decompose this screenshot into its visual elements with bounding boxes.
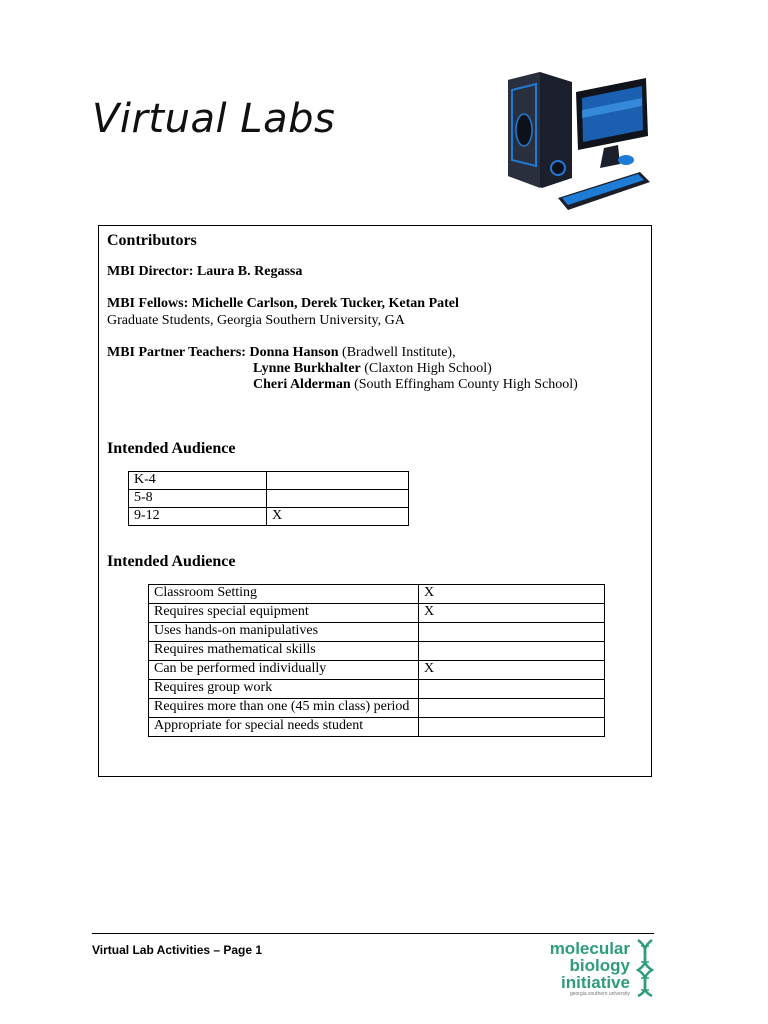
table-row	[149, 623, 605, 642]
mbi-logo	[520, 936, 660, 1000]
logo-subtitle: georgia southern university	[569, 991, 630, 997]
audience-mark	[267, 472, 409, 490]
setting-mark: X	[419, 585, 605, 604]
audience-heading: Intended Audience	[107, 440, 236, 457]
director-line: MBI Director: Laura B. Regassa	[107, 264, 303, 279]
fellows-affiliation: Graduate Students, Georgia Southern University, GA	[107, 313, 405, 328]
setting-label: Requires group work	[149, 680, 419, 699]
setting-mark	[419, 680, 605, 699]
table-row	[149, 604, 605, 623]
setting-mark	[419, 623, 605, 642]
table-row	[149, 680, 605, 699]
footer-page-label: Virtual Lab Activities – Page 1	[92, 943, 263, 957]
table-row	[149, 585, 605, 604]
setting-label: Uses hands-on manipulatives	[149, 623, 419, 642]
setting-table	[148, 584, 605, 737]
table-row	[149, 642, 605, 661]
lab-info-box	[98, 225, 652, 777]
setting-mark	[419, 699, 605, 718]
dna-helix-icon	[634, 938, 656, 998]
setting-label: Requires special equipment	[149, 604, 419, 623]
computer-illustration-icon	[500, 70, 655, 220]
table-row	[129, 508, 409, 526]
audience-label: K-4	[129, 472, 267, 490]
table-row	[129, 490, 409, 508]
setting-label: Requires more than one (45 min class) period	[149, 699, 419, 718]
partner-line-3: Cheri Alderman (South Effingham County High School)	[253, 377, 578, 392]
table-row	[149, 718, 605, 737]
audience-label: 9-12	[129, 508, 267, 526]
contributors-heading: Contributors	[107, 232, 197, 249]
audience-label: 5-8	[129, 490, 267, 508]
setting-heading: Intended Audience	[107, 553, 236, 570]
fellows-line: MBI Fellows: Michelle Carlson, Derek Tucker, Ketan Patel	[107, 296, 459, 311]
audience-table	[128, 471, 409, 526]
table-row	[149, 661, 605, 680]
setting-label: Requires mathematical skills	[149, 642, 419, 661]
setting-label: Can be performed individually	[149, 661, 419, 680]
footer-divider	[92, 933, 654, 934]
setting-mark: X	[419, 604, 605, 623]
logo-line-3: initiative	[561, 973, 630, 992]
partner-line-2: Lynne Burkhalter (Claxton High School)	[253, 361, 492, 376]
page-title: Virtual Labs	[92, 96, 336, 142]
setting-mark	[419, 642, 605, 661]
logo-line-1: molecular	[549, 939, 630, 958]
audience-mark: X	[267, 508, 409, 526]
partner-line-1: MBI Partner Teachers: Donna Hanson (Bradwell Institute),	[107, 345, 456, 360]
table-row	[149, 699, 605, 718]
audience-mark	[267, 490, 409, 508]
table-row	[129, 472, 409, 490]
setting-mark: X	[419, 661, 605, 680]
logo-line-2: biology	[569, 956, 630, 975]
setting-label: Classroom Setting	[149, 585, 419, 604]
setting-label: Appropriate for special needs student	[149, 718, 419, 737]
setting-mark	[419, 718, 605, 737]
